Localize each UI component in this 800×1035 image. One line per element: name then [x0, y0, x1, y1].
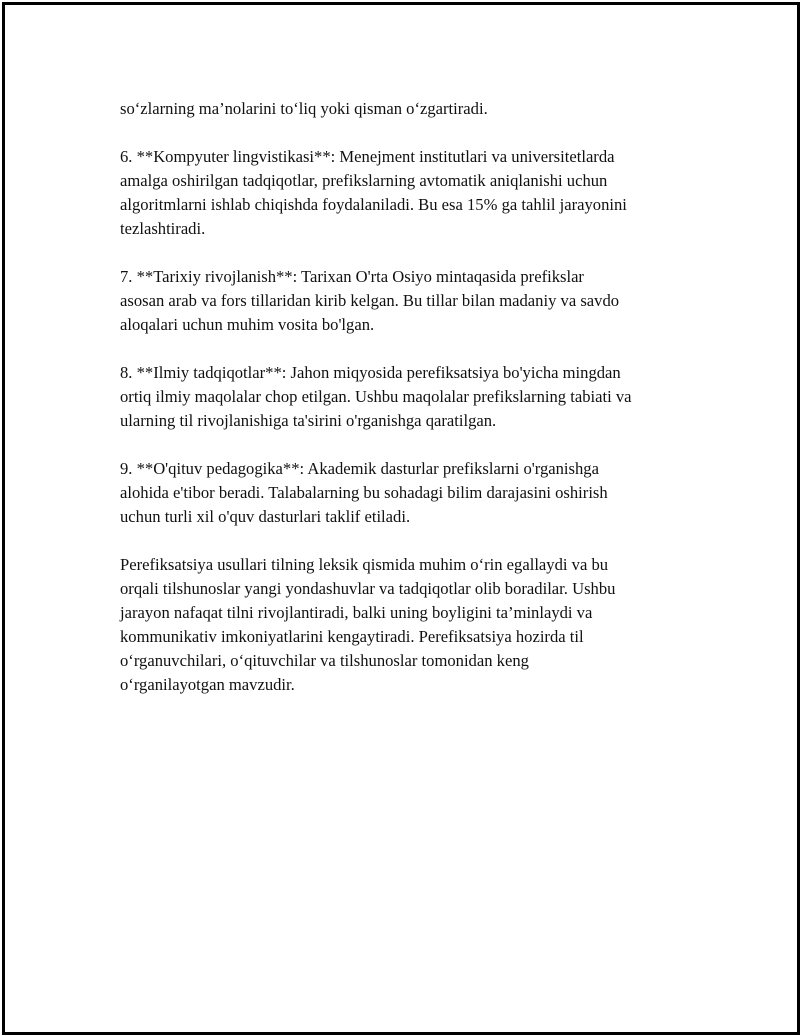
text-line: ortiq ilmiy maqolalar chop etilgan. Ushbu maqolalar prefikslarning tabiati va [120, 387, 632, 406]
text-line: ularning til rivojlanishiga ta'sirini o'rganishga qaratilgan. [120, 411, 497, 430]
text-line: o‘rganilayotgan mavzudir. [120, 675, 295, 694]
paragraph-item-8 [120, 361, 700, 433]
text-line: 6. **Kompyuter lingvistikasi**: Menejment institutlari va universitetlarda [120, 147, 615, 166]
document-body [120, 97, 700, 721]
text-line: tezlashtiradi. [120, 219, 206, 238]
text-line: aloqalari uchun muhim vosita bo'lgan. [120, 315, 375, 334]
text-line: so‘zlarning ma’nolarini to‘liq yoki qisman o‘zgartiradi. [120, 99, 488, 118]
paragraph-item-6 [120, 145, 700, 241]
text-line: uchun turli xil o'quv dasturlari taklif etiladi. [120, 507, 411, 526]
text-line: 9. **O'qituv pedagogika**: Akademik dasturlar prefikslarni o'rganishga [120, 459, 599, 478]
text-line: amalga oshirilgan tadqiqotlar, prefikslarning avtomatik aniqlanishi uchun [120, 171, 608, 190]
text-line: 8. **Ilmiy tadqiqotlar**: Jahon miqyosida perefiksatsiya bo'yicha mingdan [120, 363, 621, 382]
paragraph-conclusion [120, 553, 700, 697]
paragraph-intro-continuation [120, 97, 700, 121]
text-line: asosan arab va fors tillaridan kirib kelgan. Bu tillar bilan madaniy va savdo [120, 291, 620, 310]
text-line: 7. **Tarixiy rivojlanish**: Tarixan O'rta Osiyo mintaqasida prefikslar [120, 267, 584, 286]
document-page [2, 2, 800, 1035]
paragraph-item-7 [120, 265, 700, 337]
text-line: kommunikativ imkoniyatlarini kengaytiradi. Perefiksatsiya hozirda til [120, 627, 584, 646]
text-line: o‘rganuvchilari, o‘qituvchilar va tilshunoslar tomonidan keng [120, 651, 529, 670]
text-line: alohida e'tibor beradi. Talabalarning bu sohadagi bilim darajasini oshirish [120, 483, 608, 502]
paragraph-item-9 [120, 457, 700, 529]
text-line: Perefiksatsiya usullari tilning leksik qismida muhim o‘rin egallaydi va bu [120, 555, 609, 574]
text-line: jarayon nafaqat tilni rivojlantiradi, balki uning boyligini ta’minlaydi va [120, 603, 593, 622]
text-line: orqali tilshunoslar yangi yondashuvlar va tadqiqotlar olib boradilar. Ushbu [120, 579, 616, 598]
text-line: algoritmlarni ishlab chiqishda foydalaniladi. Bu esa 15% ga tahlil jarayonini [120, 195, 627, 214]
